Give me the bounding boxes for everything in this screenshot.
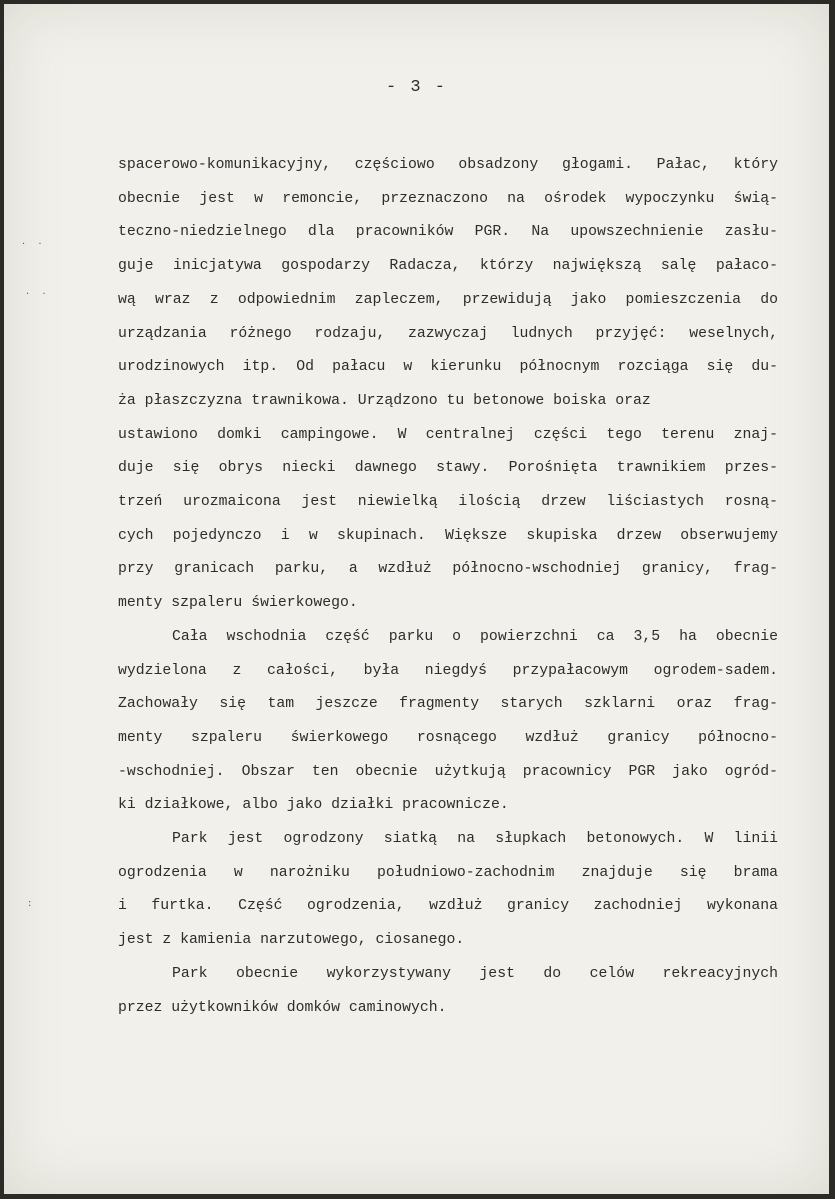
text-line: menty szpaleru świerkowego. xyxy=(118,595,358,612)
text-line: ża płaszczyzna trawnikowa. Urządzono tu betonowe boiska oraz xyxy=(118,392,651,409)
text-line: jest z kamienia narzutowego, ciosanego. xyxy=(118,932,465,949)
text-line: przy granicach parku, a wzdłuż północno-wschodniej granicy, frag- xyxy=(118,561,778,578)
text-line: Park obecnie wykorzystywany jest do celów rekreacyjnych xyxy=(172,965,778,982)
text-line: duje się obrys niecki dawnego stawy. Porośnięta trawnikiem przes- xyxy=(118,460,778,477)
margin-dots-mark: · · xyxy=(22,239,47,250)
text-line: menty szpaleru świerkowego rosnącego wzdłuż granicy północno- xyxy=(118,729,778,746)
text-line: -wschodniej. Obszar ten obecnie użytkują pracownicy PGR jako ogród- xyxy=(118,763,778,780)
text-line: urządzania różnego rodzaju, zazwyczaj ludnych przyjęć: weselnych, xyxy=(118,325,778,342)
text-line: spacerowo-komunikacyjny, częściowo obsadzony głogami. Pałac, który xyxy=(118,157,778,173)
text-line: wą wraz z odpowiednim zapleczem, przewidują jako pomieszczenia do xyxy=(118,291,778,308)
text-line: teczno-niedzielnego dla pracowników PGR. Na upowszechnienie zasłu- xyxy=(118,224,778,241)
margin-dots-mark: · · xyxy=(26,289,51,300)
text-line: obecnie jest w remoncie, przeznaczono na ośrodek wypoczynku świą- xyxy=(118,190,778,207)
text-line: Cała wschodnia część parku o powierzchni ca 3,5 ha obecnie xyxy=(172,628,778,645)
document-page xyxy=(4,4,829,1194)
text-line: i furtka. Część ogrodzenia, wzdłuż granicy zachodniej wykonana xyxy=(118,898,778,915)
text-line: Park jest ogrodzony siatką na słupkach betonowych. W linii xyxy=(172,831,778,848)
text-line: guje inicjatywa gospodarzy Radacza, którzy największą salę pałaco- xyxy=(118,258,778,275)
text-line: ki działkowe, albo jako działki pracownicze. xyxy=(118,797,509,814)
text-line: urodzinowych itp. Od pałacu w kierunku północnym rozciąga się du- xyxy=(118,359,778,376)
text-line: wydzielona z całości, była niegdyś przypałacowym ogrodem-sadem. xyxy=(118,662,778,679)
body-text xyxy=(118,149,778,1025)
text-line: trzeń urozmaicona jest niewielką ilością drzew liściastych rosną- xyxy=(118,494,778,511)
text-line: przez użytkowników domków caminowych. xyxy=(118,999,447,1016)
text-line: ustawiono domki campingowe. W centralnej części tego terenu znaj- xyxy=(118,426,778,443)
page-number: - 3 - xyxy=(385,78,447,97)
text-line: ogrodzenia w narożniku południowo-zachodnim znajduje się brama xyxy=(118,864,778,881)
margin-dots-mark: : xyxy=(28,898,37,909)
text-line: Zachowały się tam jeszcze fragmenty starych szklarni oraz frag- xyxy=(118,696,778,713)
text-line: cych pojedynczo i w skupinach. Większe skupiska drzew obserwujemy xyxy=(118,527,778,544)
